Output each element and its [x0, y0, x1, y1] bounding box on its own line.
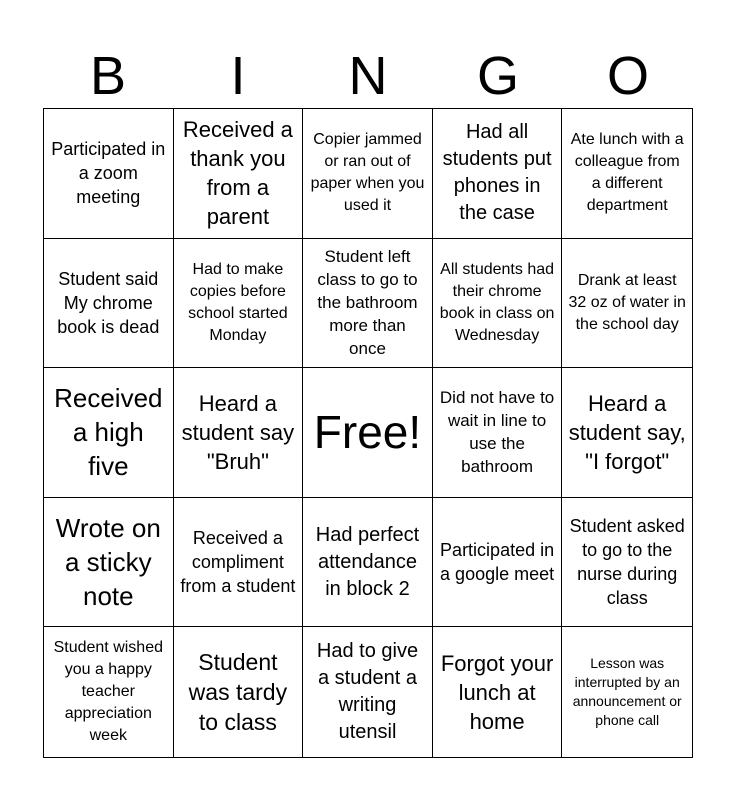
bingo-cell[interactable]: Did not have to wait in line to use the bathroom	[433, 368, 563, 498]
header-letter-g: G	[476, 46, 519, 106]
bingo-cell[interactable]: Lesson was interrupted by an announcement or phone call	[572, 655, 682, 729]
bingo-cell[interactable]: Had all students put phones in the case	[433, 109, 563, 239]
header-letter-o: O	[606, 46, 649, 106]
bingo-cell[interactable]: Ate lunch with a colleague from a different department	[562, 109, 692, 239]
bingo-cell[interactable]: Student wished you a happy teacher appreciation week	[44, 627, 174, 757]
bingo-header	[43, 44, 693, 108]
bingo-cell[interactable]: Had to give a student a writing utensil	[303, 627, 433, 757]
bingo-cell[interactable]: Student asked to go to the nurse during class	[562, 498, 692, 628]
bingo-cell[interactable]: Heard a student say, "I forgot"	[562, 368, 692, 498]
bingo-cell[interactable]: Student said My chrome book is dead	[44, 239, 174, 369]
free-space[interactable]: Free!	[303, 368, 433, 498]
bingo-cell[interactable]: Drank at least 32 oz of water in the school day	[562, 239, 692, 369]
bingo-cell[interactable]: Received a compliment from a student	[174, 498, 304, 628]
bingo-cell[interactable]: Wrote on a sticky note	[44, 498, 174, 628]
header-letter-n: N	[348, 46, 388, 106]
bingo-cell[interactable]: Heard a student say "Bruh"	[174, 368, 304, 498]
bingo-cell[interactable]: All students had their chrome book in class on Wednesday	[433, 239, 563, 369]
header-letter-b: B	[89, 46, 127, 106]
bingo-cell[interactable]: Had perfect attendance in block 2	[303, 498, 433, 628]
bingo-cell[interactable]: Student left class to go to the bathroom more than once	[303, 239, 433, 369]
bingo-cell[interactable]: Copier jammed or ran out of paper when you used it	[303, 109, 433, 239]
bingo-cell[interactable]: Forgot your lunch at home	[433, 627, 563, 757]
bingo-cell[interactable]: Participated in a zoom meeting	[44, 109, 174, 239]
bingo-cell[interactable]: Had to make copies before school started Monday	[174, 239, 304, 369]
bingo-cell[interactable]: Student was tardy to class	[174, 627, 304, 757]
bingo-grid	[43, 108, 693, 758]
bingo-cell[interactable]: Received a thank you from a parent	[174, 109, 304, 239]
bingo-cell[interactable]: Received a high five	[44, 368, 174, 498]
header-letter-i: I	[230, 46, 246, 106]
bingo-cell[interactable]: Participated in a google meet	[433, 498, 563, 628]
